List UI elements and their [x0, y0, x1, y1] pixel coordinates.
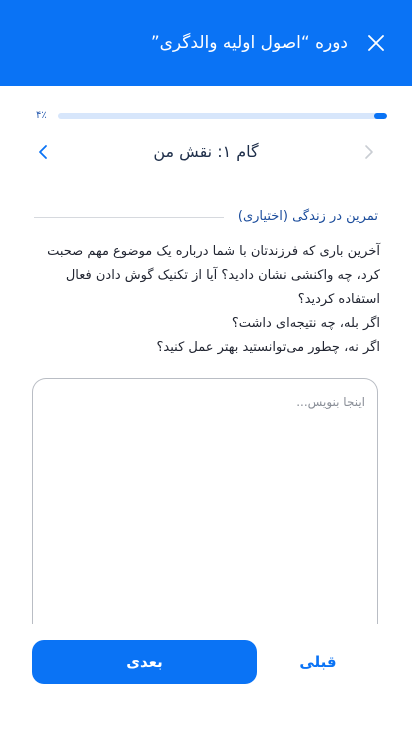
next-button[interactable]: بعدی — [32, 640, 257, 684]
progress-section — [0, 108, 412, 124]
close-button[interactable] — [362, 29, 390, 57]
section-divider — [34, 217, 224, 218]
prompt-line: استفاده کردید؟ — [297, 292, 380, 307]
step-navigation — [0, 138, 412, 166]
previous-button[interactable]: قبلی — [288, 640, 348, 684]
app-header — [0, 0, 412, 86]
chevron-right-icon — [364, 144, 374, 160]
previous-step-button[interactable] — [357, 140, 381, 164]
exercise-header — [34, 206, 378, 228]
course-title: دوره “اصول اولیه والدگری” — [150, 33, 348, 53]
progress-percent-label: ۴٪ — [36, 110, 47, 121]
next-step-button[interactable] — [31, 140, 55, 164]
prompt-line: اگر بله، چه نتیجه‌ای داشت؟ — [231, 316, 380, 331]
chevron-left-icon — [38, 144, 48, 160]
answer-textarea[interactable] — [32, 378, 378, 638]
footer-actions — [0, 624, 412, 733]
step-title: گام ۱: نقش من — [153, 142, 259, 161]
prompt-line: اگر نه، چطور می‌توانستید بهتر عمل کنید؟ — [156, 340, 380, 355]
exercise-prompt — [30, 240, 380, 360]
prompt-line: آخرین باری که فرزندتان با شما درباره یک موضوع مهم صحبت — [47, 244, 380, 259]
exercise-title: تمرین در زندگی (اختیاری) — [230, 206, 378, 228]
close-icon — [368, 35, 384, 51]
progress-bar — [58, 113, 387, 119]
prompt-line: کرد، چه واکنشی نشان دادید؟ آیا از تکنیک گوش دادن فعال — [65, 268, 380, 283]
progress-bar-fill — [374, 113, 387, 119]
